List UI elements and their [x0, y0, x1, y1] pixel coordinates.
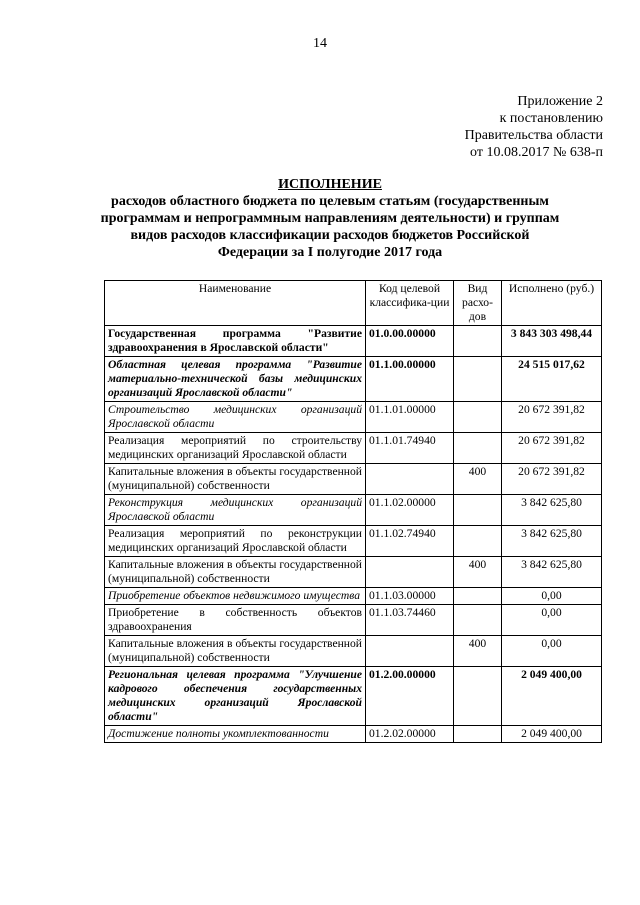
cell-name: Приобретение объектов недвижимого имущества — [105, 588, 366, 605]
cell-name: Строительство медицинских организаций Ярославской области — [105, 402, 366, 433]
cell-kind — [454, 667, 502, 726]
table-row — [105, 588, 602, 605]
cell-kind — [454, 526, 502, 557]
cell-code — [366, 557, 454, 588]
cell-amount: 0,00 — [502, 605, 602, 636]
cell-amount: 3 842 625,80 — [502, 557, 602, 588]
cell-amount: 20 672 391,82 — [502, 402, 602, 433]
budget-table — [104, 280, 602, 743]
cell-name: Региональная целевая программа "Улучшение кадрового обеспечения государственных медицинских организаций Ярославской области" — [105, 667, 366, 726]
cell-kind — [454, 726, 502, 743]
table-row — [105, 464, 602, 495]
cell-amount: 3 843 303 498,44 — [502, 326, 602, 357]
table-row — [105, 357, 602, 402]
cell-name: Капитальные вложения в объекты государственной (муниципальной) собственности — [105, 464, 366, 495]
cell-amount: 24 515 017,62 — [502, 357, 602, 402]
appendix-block — [465, 93, 603, 161]
table-row — [105, 636, 602, 667]
cell-name: Реализация мероприятий по строительству медицинских организаций Ярославской области — [105, 433, 366, 464]
table-row — [105, 326, 602, 357]
cell-name: Областная целевая программа "Развитие материально-технической базы медицинских организаций Ярославской области" — [105, 357, 366, 402]
cell-name: Реализация мероприятий по реконструкции медицинских организаций Ярославской области — [105, 526, 366, 557]
cell-code: 01.1.02.74940 — [366, 526, 454, 557]
title-line: видов расходов классификации расходов бюджетов Российской — [130, 228, 530, 243]
cell-kind — [454, 402, 502, 433]
cell-code — [366, 636, 454, 667]
title-main: ИСПОЛНЕНИЕ — [278, 177, 382, 192]
cell-code: 01.1.02.00000 — [366, 495, 454, 526]
cell-amount: 20 672 391,82 — [502, 433, 602, 464]
cell-code: 01.0.00.00000 — [366, 326, 454, 357]
cell-kind: 400 — [454, 636, 502, 667]
table-row — [105, 726, 602, 743]
table-row — [105, 667, 602, 726]
appendix-line: Приложение 2 — [517, 94, 603, 109]
header-name: Наименование — [105, 281, 366, 326]
cell-kind — [454, 605, 502, 636]
cell-amount: 0,00 — [502, 636, 602, 667]
cell-code: 01.2.00.00000 — [366, 667, 454, 726]
table-body — [105, 326, 602, 743]
cell-name: Приобретение в собственность объектов здравоохранения — [105, 605, 366, 636]
cell-code: 01.1.03.74460 — [366, 605, 454, 636]
cell-amount: 0,00 — [502, 588, 602, 605]
table-row — [105, 605, 602, 636]
cell-code: 01.1.00.00000 — [366, 357, 454, 402]
cell-name: Капитальные вложения в объекты государственной (муниципальной) собственности — [105, 557, 366, 588]
cell-kind: 400 — [454, 557, 502, 588]
cell-kind — [454, 326, 502, 357]
table-header-row — [105, 281, 602, 326]
header-amount: Исполнено (руб.) — [502, 281, 602, 326]
cell-code: 01.1.03.00000 — [366, 588, 454, 605]
cell-name: Реконструкция медицинских организаций Ярославской области — [105, 495, 366, 526]
page-number: 14 — [313, 36, 327, 51]
title-line: расходов областного бюджета по целевым статьям (государственным — [111, 194, 549, 209]
cell-kind — [454, 588, 502, 605]
header-kind: Вид расхо-дов — [454, 281, 502, 326]
header-code: Код целевой классифика-ции — [366, 281, 454, 326]
cell-kind: 400 — [454, 464, 502, 495]
cell-amount: 20 672 391,82 — [502, 464, 602, 495]
cell-name: Государственная программа "Развитие здравоохранения в Ярославской области" — [105, 326, 366, 357]
cell-code: 01.1.01.74940 — [366, 433, 454, 464]
table-row — [105, 495, 602, 526]
appendix-line: Правительства области — [464, 128, 603, 143]
cell-kind — [454, 433, 502, 464]
document-title — [95, 176, 565, 261]
table-row — [105, 526, 602, 557]
cell-kind — [454, 495, 502, 526]
table-row — [105, 557, 602, 588]
title-line: Федерации за I полугодие 2017 года — [217, 245, 443, 260]
table-row — [105, 433, 602, 464]
appendix-line: от 10.08.2017 № 638-п — [470, 145, 603, 160]
cell-kind — [454, 357, 502, 402]
title-line: программам и непрограммным направлениям деятельности) и группам — [100, 211, 560, 226]
cell-code: 01.2.02.00000 — [366, 726, 454, 743]
cell-name: Достижение полноты укомплектованности — [105, 726, 366, 743]
cell-amount: 3 842 625,80 — [502, 526, 602, 557]
cell-code — [366, 464, 454, 495]
budget-table-wrapper — [104, 280, 602, 743]
table-row — [105, 402, 602, 433]
cell-amount: 2 049 400,00 — [502, 667, 602, 726]
cell-code: 01.1.01.00000 — [366, 402, 454, 433]
cell-name: Капитальные вложения в объекты государственной (муниципальной) собственности — [105, 636, 366, 667]
cell-amount: 3 842 625,80 — [502, 495, 602, 526]
appendix-line: к постановлению — [499, 111, 603, 126]
cell-amount: 2 049 400,00 — [502, 726, 602, 743]
